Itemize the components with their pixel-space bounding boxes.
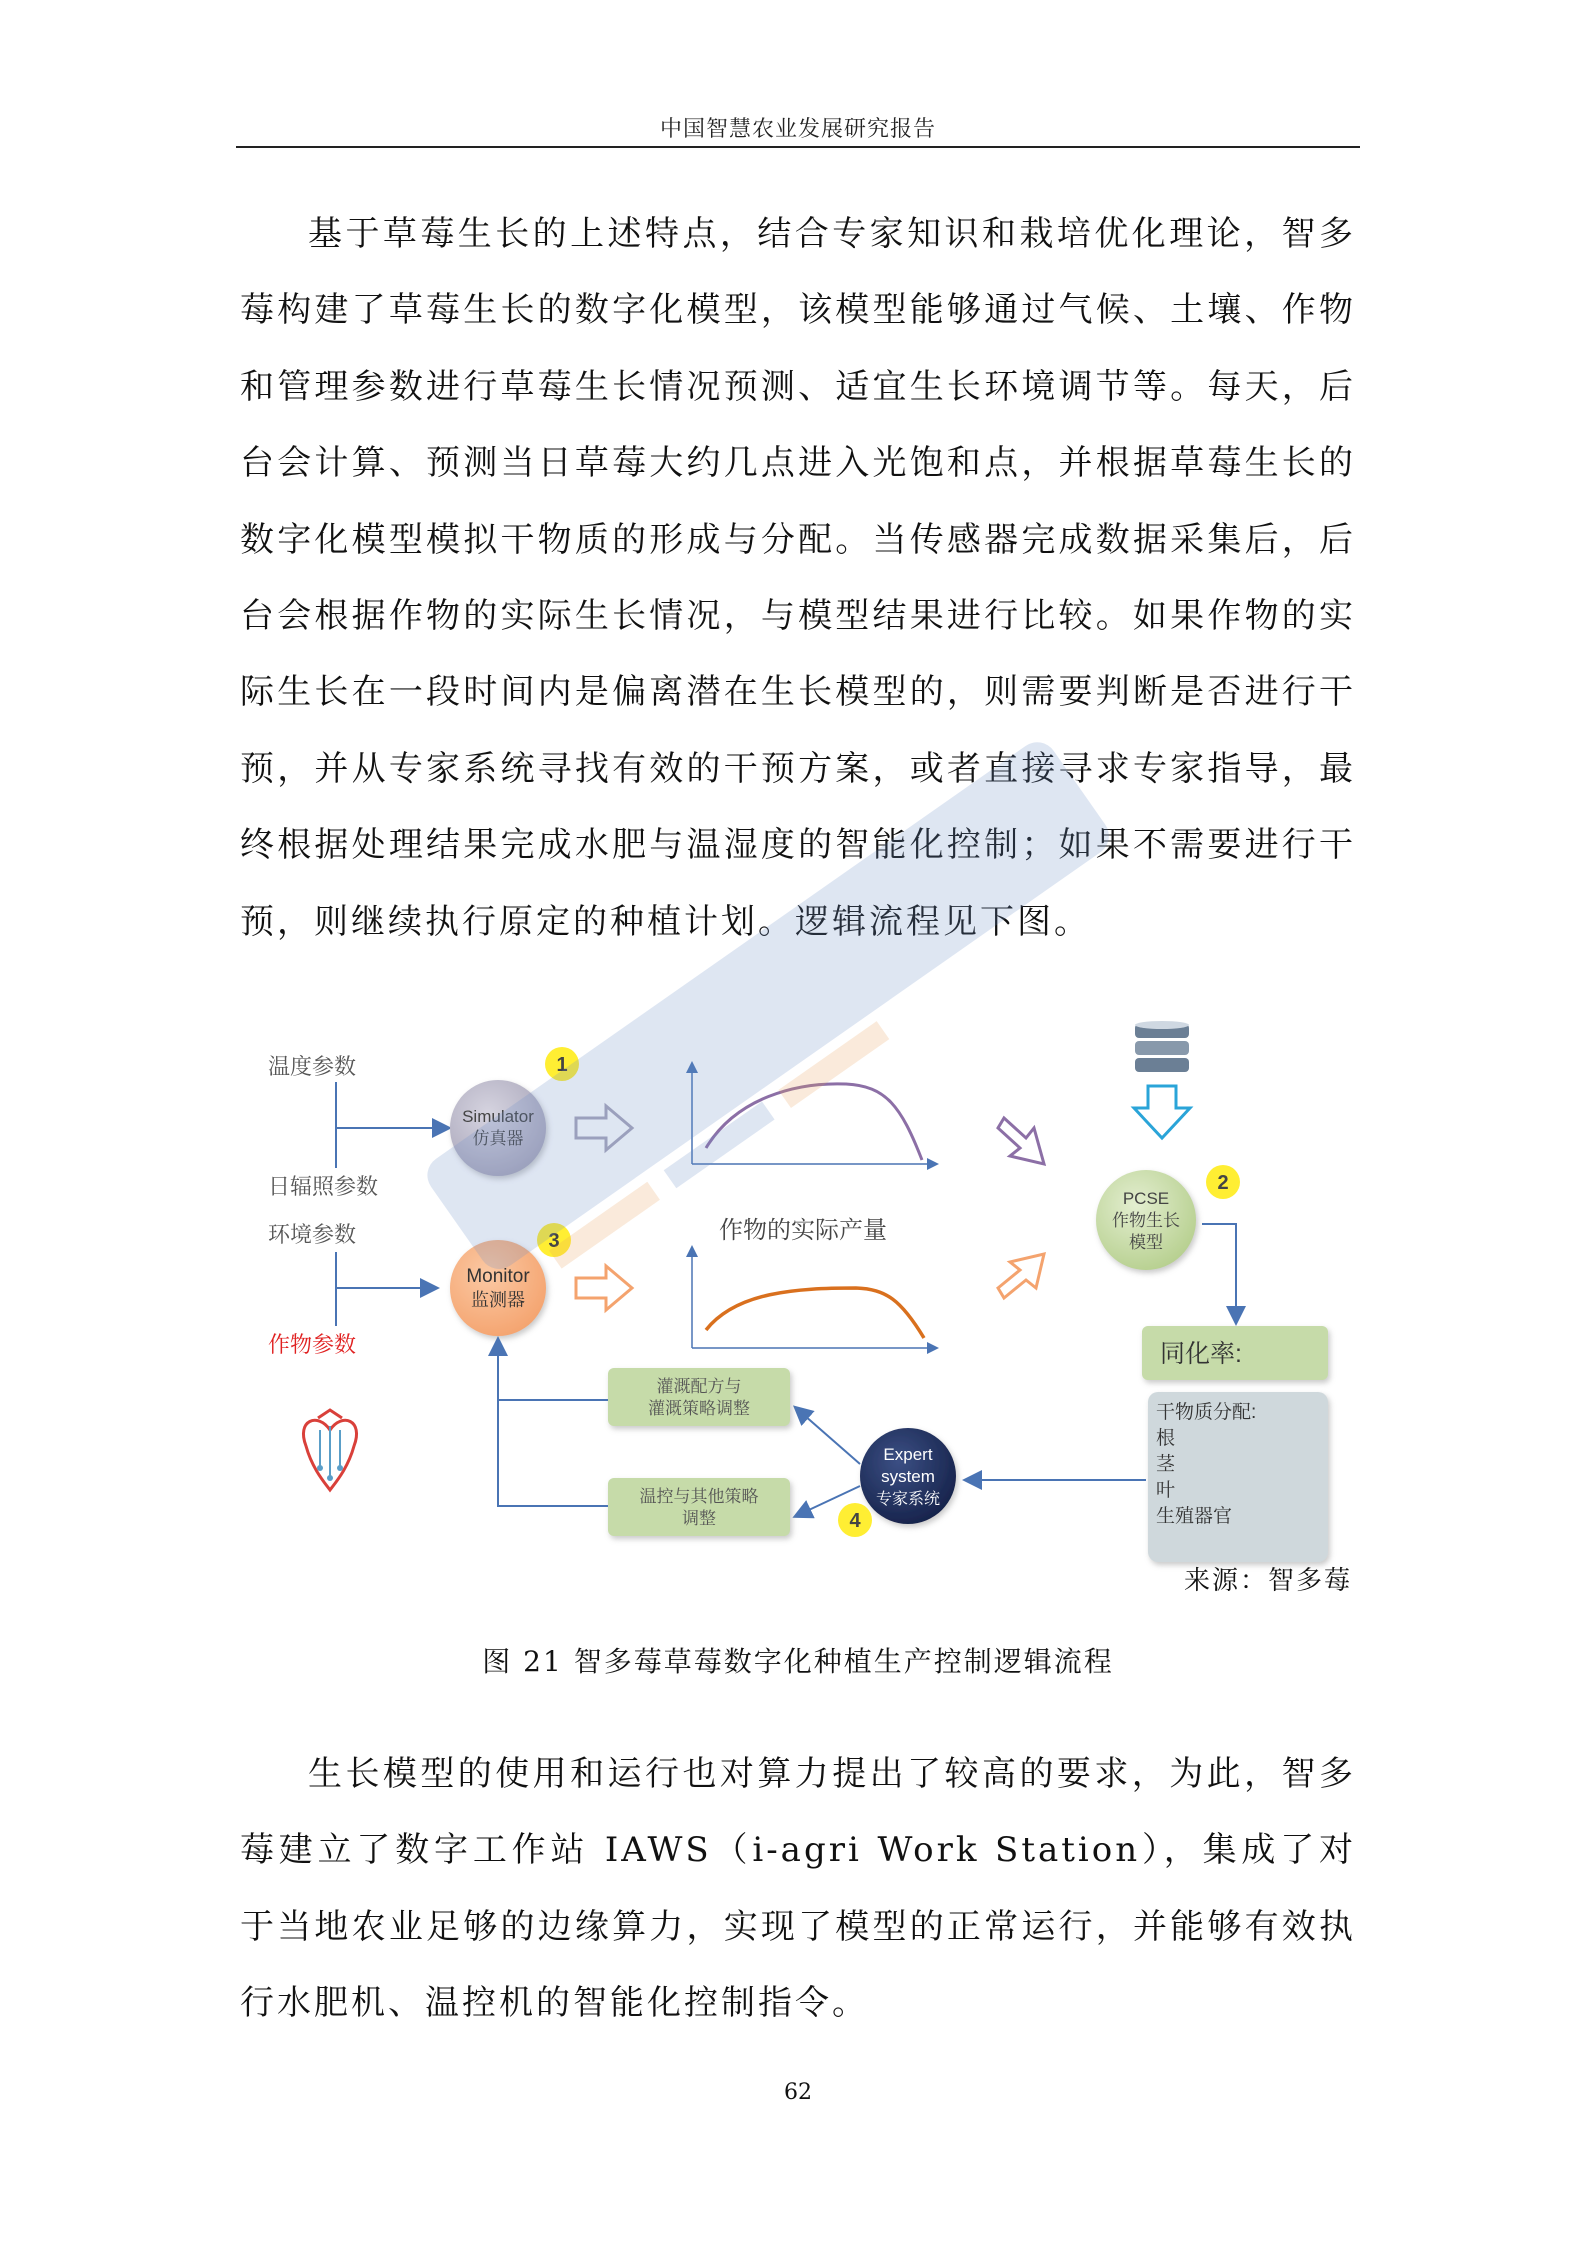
- dry-matter-item: 茎: [1156, 1454, 1176, 1475]
- pcse-label-2: 作物生长: [1112, 1211, 1180, 1230]
- hollow-arrow-monitor: [576, 1266, 632, 1310]
- badge-2-text: 2: [1217, 1172, 1229, 1194]
- expert-label-1: Expert: [883, 1445, 933, 1464]
- simulator-cn-label: 仿真器: [472, 1129, 524, 1148]
- irrigation-label-2: 灌溉策略调整: [648, 1399, 750, 1418]
- database-icon: [1135, 1021, 1189, 1072]
- dry-matter-title: 干物质分配:: [1156, 1402, 1257, 1423]
- strawberry-circuit-logo-icon: [303, 1410, 356, 1490]
- monitor-cn-label: 监测器: [471, 1290, 525, 1310]
- dry-matter-item: 根: [1156, 1428, 1176, 1449]
- pcse-label-3: 模型: [1129, 1233, 1163, 1252]
- actual-yield-curve: [706, 1288, 924, 1338]
- figure-source: 来源：智多莓: [1183, 1566, 1352, 1596]
- simulator-en-label: Simulator: [462, 1107, 534, 1126]
- pcse-label-1: PCSE: [1122, 1189, 1170, 1208]
- temp-param-label: 温度参数: [268, 1054, 357, 1079]
- expert-label-3: 专家系统: [875, 1491, 941, 1508]
- temp-control-label-1: 温控与其他策略: [639, 1487, 759, 1506]
- monitor-node: [450, 1240, 546, 1336]
- hollow-arrow-to-pcse-top: [998, 1118, 1044, 1164]
- crop-param-label: 作物参数: [268, 1332, 357, 1357]
- page-number: 62: [784, 2080, 812, 2105]
- expert-label-2: system: [881, 1467, 935, 1486]
- pcse-to-assimilation-arrow: [1202, 1224, 1236, 1322]
- simulator-node: [450, 1080, 546, 1176]
- running-header: 中国智慧农业发展研究报告: [659, 117, 936, 142]
- hollow-arrow-simulator: [576, 1106, 632, 1150]
- potential-growth-curve: [706, 1084, 922, 1160]
- header-rule: [236, 146, 1360, 148]
- actual-yield-label: 作物的实际产量: [719, 1217, 887, 1244]
- dry-matter-item: 叶: [1156, 1480, 1176, 1501]
- expert-to-irrigation-arrow: [796, 1408, 860, 1464]
- body-paragraph-1: 基于草莓生长的上述特点，结合专家知识和栽培优化理论，智多莓构建了草莓生长的数字化模型，该模型能够通过气候、土壤、作物和管理参数进行草莓生长情况预测、适宜生长环境调节等。每天，后台会计算、预测当日草莓大约几点进入光饱和点，并根据草莓生长的数字化模型模拟干物质的形成与分配。当传感器完成数据采集后，后台会根据作物的实际生长情况，与模型结果进行比较。如果作物的实际生长在一段时间内是偏离潜在生长模型的，则需要判断是否进行干预，并从专家系统寻找有效的干预方案，或者直接寻求专家指导，最终根据处理结果完成水肥与温湿度的智能化控制；如果不需要进行干预，则继续执行原定的种植计划。逻辑流程见下图。: [240, 214, 1356, 942]
- database-down-arrow: [1134, 1086, 1190, 1138]
- body-paragraph-2: 生长模型的使用和运行也对算力提出了较高的要求，为此，智多莓建立了数字工作站 IAWS（i-agri Work Station），集成了对于当地农业足够的边缘算力，实现了模型的正常运行，并能够有效执行水肥机、温控机的智能化控制指令。: [240, 1754, 1356, 2024]
- assimilation-rate-label: 同化率:: [1160, 1340, 1242, 1368]
- hollow-arrow-to-pcse-bottom: [998, 1254, 1044, 1298]
- env-param-label: 环境参数: [268, 1222, 357, 1247]
- badge-4-text: 4: [849, 1510, 861, 1532]
- irrigation-label-1: 灌溉配方与: [656, 1377, 742, 1396]
- monitor-en-label: Monitor: [466, 1266, 530, 1287]
- badge-1-text: 1: [556, 1054, 568, 1076]
- strategy-to-monitor-arrow: [498, 1340, 608, 1506]
- temp-control-label-2: 调整: [682, 1509, 716, 1528]
- logic-flow-diagram: [236, 1016, 1376, 1586]
- radiation-param-label: 日辐照参数: [268, 1174, 379, 1199]
- badge-3-text: 3: [548, 1230, 560, 1252]
- dry-matter-item: 生殖器官: [1156, 1506, 1233, 1527]
- figure-caption: 图 21 智多莓草莓数字化种植生产控制逻辑流程: [482, 1645, 1114, 1678]
